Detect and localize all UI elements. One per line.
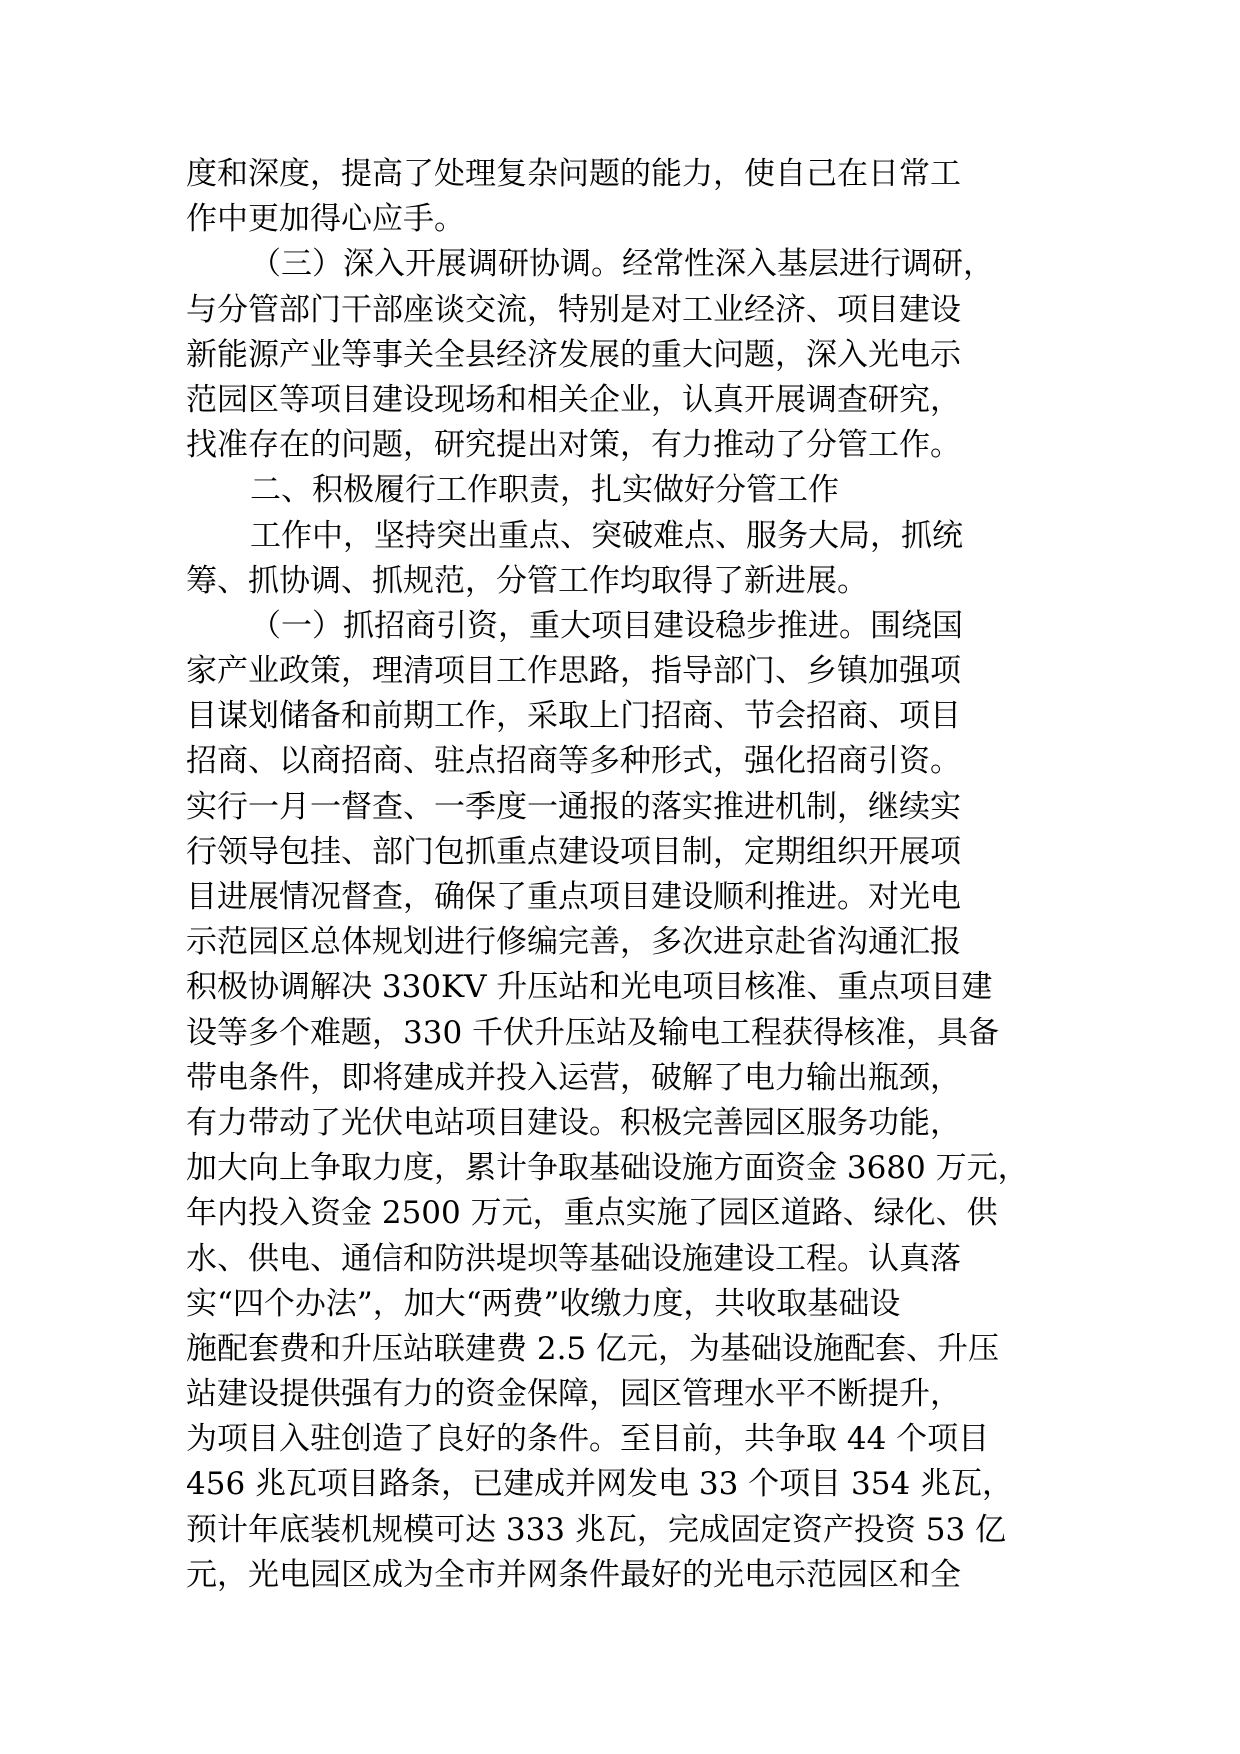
text-line: 招商、以商招商、驻点招商等多种形式，强化招商引资。 <box>186 743 961 780</box>
text-line: 实行一月一督查、一季度一通报的落实推进机制，继续实 <box>186 788 961 825</box>
text-line: 范园区等项目建设现场和相关企业，认真开展调查研究， <box>186 381 961 418</box>
text-line: 筹、抓协调、抓规范，分管工作均取得了新进展。 <box>186 562 868 599</box>
text-line: 行领导包挂、部门包抓重点建设项目制，定期组织开展项 <box>186 833 961 870</box>
text-line: 为项目入驻创造了良好的条件。至目前，共争取 44 个项目 <box>186 1421 990 1458</box>
text-line: 有力带动了光伏电站项目建设。积极完善园区服务功能， <box>186 1104 961 1141</box>
text-line: 预计年底装机规模可达 333 兆瓦，完成固定资产投资 53 亿 <box>186 1511 1007 1548</box>
document-body <box>186 152 1086 1598</box>
text-line: （三）深入开展调研协调。经常性深入基层进行调研， <box>250 246 994 283</box>
text-line: 示范园区总体规划进行修编完善，多次进京赴省沟通汇报 <box>186 924 961 961</box>
text-line: 目谋划储备和前期工作，采取上门招商、节会招商、项目 <box>186 698 961 735</box>
text-line: 度和深度，提高了处理复杂问题的能力，使自己在日常工 <box>186 156 961 192</box>
text-line: 家产业政策，理清项目工作思路，指导部门、乡镇加强项 <box>186 653 961 690</box>
text-line: 实“四个办法”，加大“两费”收缴力度，共收取基础设 <box>186 1285 901 1322</box>
text-line: 施配套费和升压站联建费 2.5 亿元，为基础设施配套、升压 <box>186 1330 1000 1367</box>
text-line: 新能源产业等事关全县经济发展的重大问题，深入光电示 <box>186 336 961 373</box>
text-line: 设等多个难题，330 千伏升压站及输电工程获得核准，具备 <box>186 1014 1000 1051</box>
text-line: 作中更加得心应手。 <box>186 201 465 238</box>
text-line: 加大向上争取力度，累计争取基础设施方面资金 3680 万元， <box>186 1150 1029 1187</box>
text-line: 年内投入资金 2500 万元，重点实施了园区道路、绿化、供 <box>186 1195 998 1232</box>
text-line: 水、供电、通信和防洪堤坝等基础设施建设工程。认真落 <box>186 1240 961 1277</box>
text-line: 与分管部门干部座谈交流，特别是对工业经济、项目建设 <box>186 291 961 328</box>
text-line: 找准存在的问题，研究提出对策，有力推动了分管工作。 <box>186 427 961 464</box>
text-line: 目进展情况督查，确保了重点项目建设顺利推进。对光电 <box>186 879 961 915</box>
text-line: 元，光电园区成为全市并网条件最好的光电示范园区和全 <box>186 1556 961 1593</box>
text-line: 456 兆瓦项目路条，已建成并网发电 33 个项目 354 兆瓦， <box>186 1466 1014 1503</box>
text-line: （一）抓招商引资，重大项目建设稳步推进。围绕国 <box>250 607 963 644</box>
text-line: 带电条件，即将建成并投入运营，破解了电力输出瓶颈， <box>186 1059 961 1096</box>
text-line: 二、积极履行工作职责，扎实做好分管工作 <box>250 472 839 509</box>
text-line: 工作中，坚持突出重点、突破难点、服务大局，抓统 <box>250 517 963 554</box>
text-line: 站建设提供强有力的资金保障，园区管理水平不断提升， <box>186 1376 961 1413</box>
text-line: 积极协调解决 330KV 升压站和光电项目核准、重点项目建 <box>186 969 993 1006</box>
